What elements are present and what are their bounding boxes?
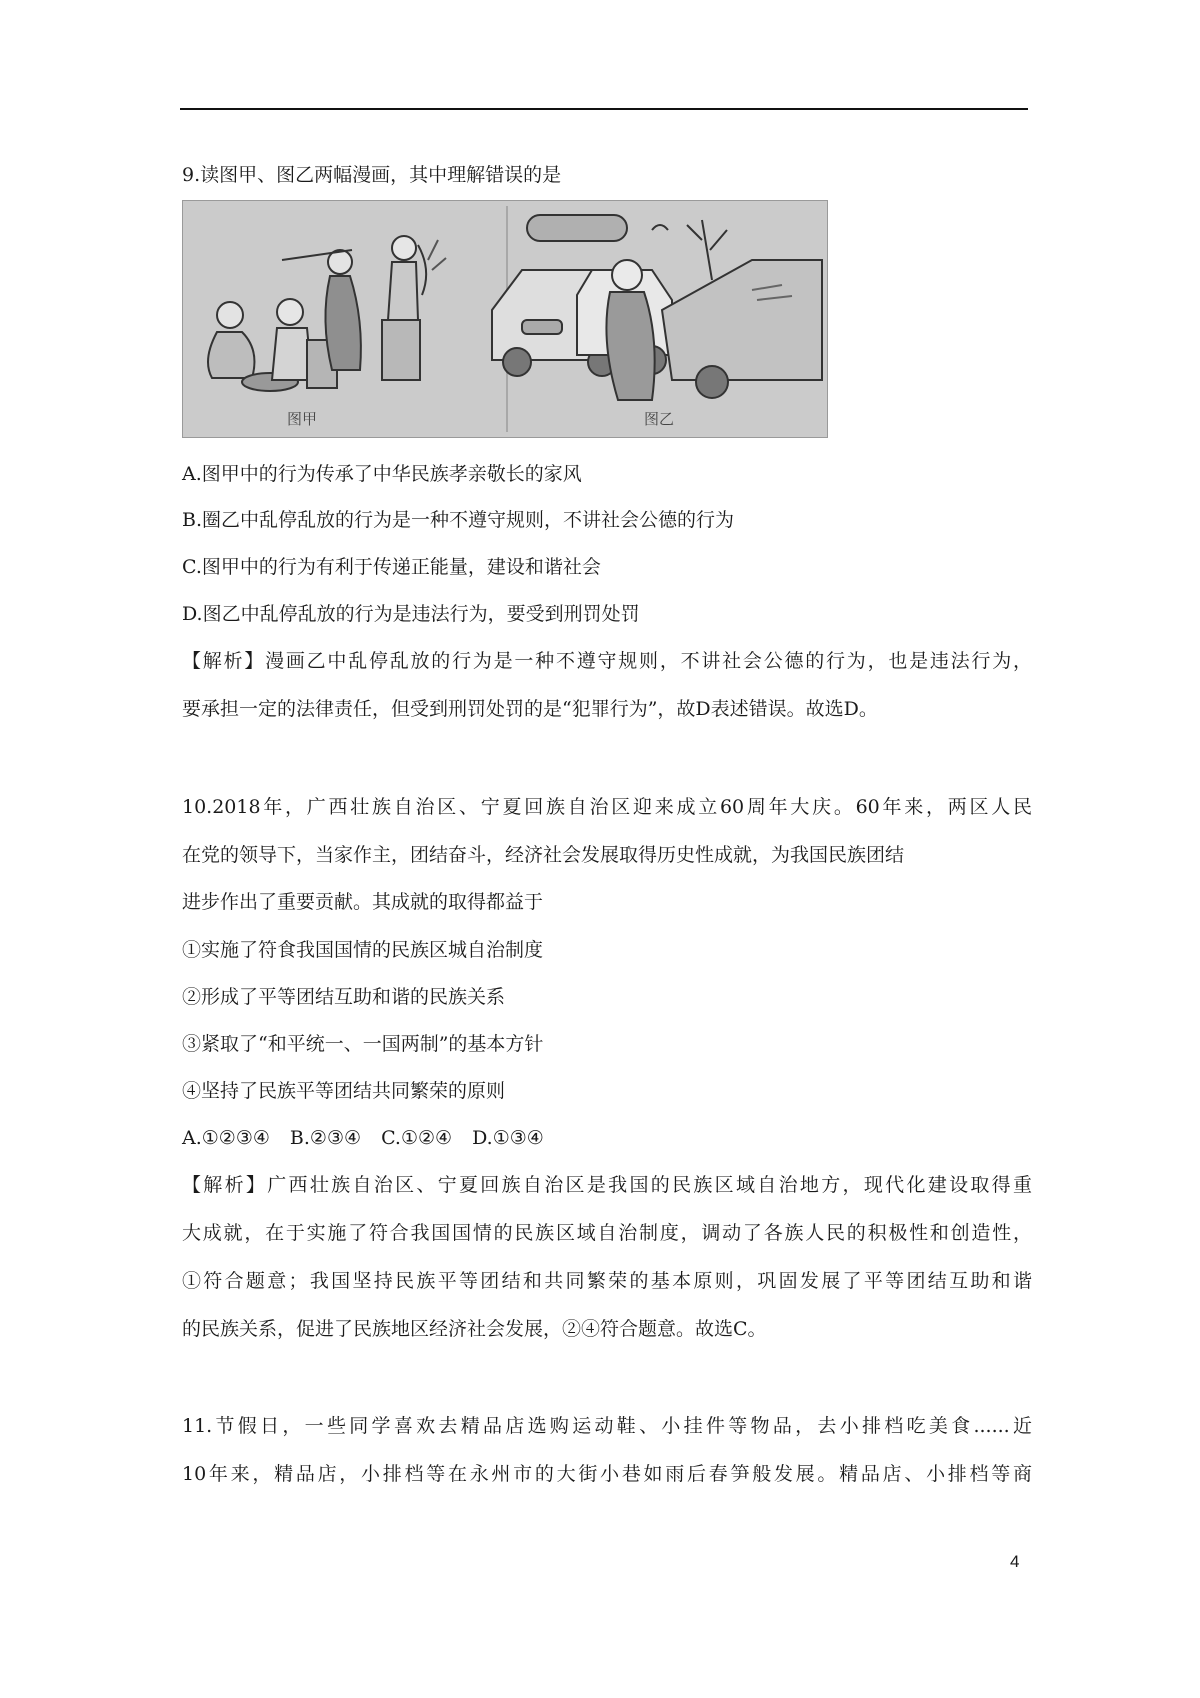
q9-option-c: C.图甲中的行为有利于传递正能量，建设和谐社会 — [182, 556, 601, 578]
page-number: 4 — [1010, 1552, 1020, 1571]
q10-options: A.①②③④ B.②③④ C.①②④ D.①③④ — [182, 1127, 544, 1149]
q9-stem: 9.读图甲、图乙两幅漫画，其中理解错误的是 — [182, 164, 562, 186]
q9-option-a: A.图甲中的行为传承了中华民族孝亲敬长的家风 — [182, 463, 582, 485]
q10-analysis-line-2: 大成就，在于实施了符合我国国情的民族区域自治制度，调动了各族人民的积极性和创造性， — [182, 1222, 1032, 1244]
q10-item-4: ④坚持了民族平等团结共同繁荣的原则 — [182, 1080, 506, 1102]
q11-stem-line-2: 10年来，精品店，小排档等在永州市的大街小巷如雨后春笋般发展。精品店、小排档等商 — [182, 1463, 1032, 1485]
q10-stem-line-1: 10.2018年，广西壮族自治区、宁夏回族自治区迎来成立60周年大庆。60年来，两区人民 — [182, 796, 1032, 818]
q10-stem-line-3: 进步作出了重要贡献。其成就的取得都益于 — [182, 891, 544, 913]
q10-item-3: ③紧取了“和平统一、一国两制”的基本方针 — [182, 1033, 544, 1055]
q10-analysis-line-4: 的民族关系，促进了民族地区经济社会发展，②④符合题意。故选C。 — [182, 1318, 767, 1340]
figure-label-jia: 图甲 — [287, 410, 318, 428]
q10-item-2: ②形成了平等团结互助和谐的民族关系 — [182, 986, 506, 1008]
q9-option-d: D.图乙中乱停乱放的行为是违法行为，要受到刑罚处罚 — [182, 603, 640, 625]
q11-stem-line-1: 11.节假日，一些同学喜欢去精品店选购运动鞋、小挂件等物品，去小排档吃美食......近 — [182, 1415, 1032, 1437]
q10-analysis-line-1: 【解析】广西壮族自治区、宁夏回族自治区是我国的民族区域自治地方，现代化建设取得重 — [182, 1174, 1032, 1196]
q9-option-b: B.圈乙中乱停乱放的行为是一种不遵守规则，不讲社会公德的行为 — [182, 509, 735, 531]
header-rule — [180, 108, 1028, 110]
q10-analysis-line-3: ①符合题意；我国坚持民族平等团结和共同繁荣的基本原则，巩固发展了平等团结互助和谐 — [182, 1270, 1032, 1292]
q10-stem-line-2: 在党的领导下，当家作主，团结奋斗，经济社会发展取得历史性成就，为我国民族团结 — [182, 844, 905, 866]
q10-item-1: ①实施了符食我国国情的民族区城自治制度 — [182, 939, 544, 961]
q9-analysis-line-2: 要承担一定的法律责任，但受到刑罚处罚的是“犯罪行为”，故D表述错误。故选D。 — [182, 698, 878, 720]
q9-analysis-line-1: 【解析】漫画乙中乱停乱放的行为是一种不遵守规则，不讲社会公德的行为，也是违法行为， — [182, 650, 1032, 672]
cartoon-figure — [182, 200, 828, 438]
figure-label-yi: 图乙 — [644, 410, 675, 428]
